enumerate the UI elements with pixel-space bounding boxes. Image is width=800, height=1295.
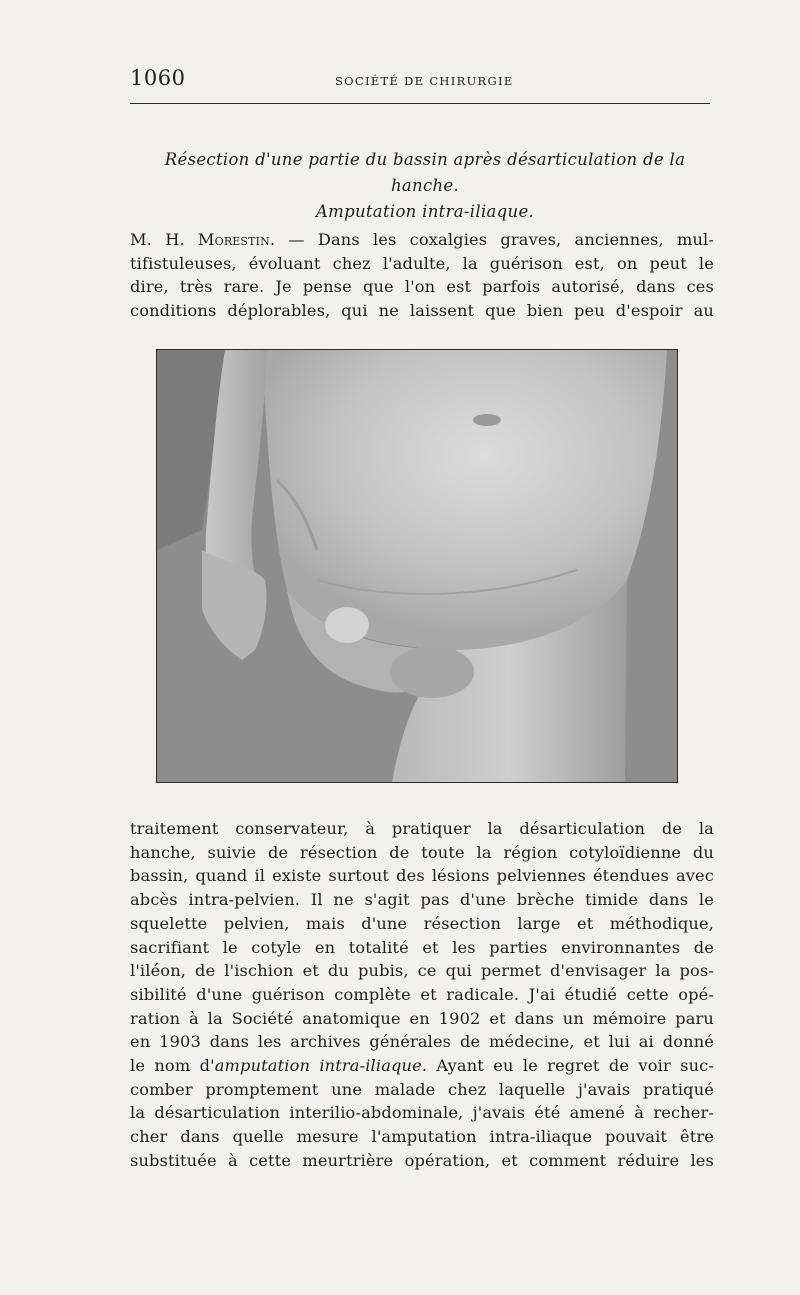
text-line: tifistuleuses, évoluant chez l'adulte, la guérison est, on peut le <box>130 253 714 273</box>
text-line: ration à la Société anatomique en 1902 et dans un mémoire paru <box>130 1008 714 1028</box>
text-line: sibilité d'une guérison complète et radicale. J'ai étudié cette opé- <box>130 984 714 1004</box>
text-line: substituée à cette meurtrière opération, et comment réduire les <box>130 1150 714 1170</box>
author-name: M. H. Morestin. <box>130 230 276 249</box>
text-fragment: Ayant eu le regret de voir suc- <box>427 1056 715 1076</box>
text-line: dire, très rare. Je pense que l'on est parfois autorisé, dans ces <box>130 277 714 297</box>
paragraph-2 <box>130 817 714 1173</box>
running-title: SOCIÉTÉ DE CHIRURGIE <box>335 74 514 88</box>
text-line: l'iléon, de l'ischion et du pubis, ce qui permet d'envisager la pos- <box>130 961 714 981</box>
text-line: traitement conservateur, à pratiquer la désarticulation de la <box>130 819 714 838</box>
text-line: sacrifiant le cotyle en totalité et les parties environnantes de <box>130 937 714 957</box>
article-title <box>130 147 720 225</box>
photograph-illustration <box>157 350 677 782</box>
italic-term: amputation intra-iliaque. <box>214 1056 428 1076</box>
paragraph-1-first-line <box>130 228 714 252</box>
paragraph-1 <box>130 228 714 323</box>
text-line: en 1903 dans les archives générales de médecine, et lui ai donné <box>130 1032 714 1052</box>
text-line: cher dans quelle mesure l'amputation intra-iliaque pouvait être <box>130 1127 714 1147</box>
clinical-photograph <box>156 349 678 783</box>
text-line: bassin, quand il existe surtout des lésions pelviennes étendues avec <box>130 866 714 886</box>
page-header <box>130 66 710 96</box>
header-rule <box>130 103 710 104</box>
paragraph-1-opening: — Dans les coxalgies graves, anciennes, mul- <box>275 230 714 249</box>
text-line: abcès intra-pelvien. Il ne s'agit pas d'une brèche timide dans le <box>130 890 714 910</box>
page-number: 1060 <box>130 66 186 90</box>
text-line: squelette pelvien, mais d'une résection large et méthodique, <box>130 913 714 933</box>
text-line-with-italic <box>130 1054 714 1078</box>
text-fragment: le nom d' <box>130 1056 215 1076</box>
title-line-2: Amputation intra-iliaque. <box>315 202 535 221</box>
text-line: conditions déplorables, qui ne laissent que bien peu d'espoir au <box>130 301 714 321</box>
text-line: la désarticulation interilio-abdominale, j'avais été amené à recher- <box>130 1103 714 1123</box>
text-line: hanche, suivie de résection de toute la région cotyloïdienne du <box>130 842 714 862</box>
text-line: comber promptement une malade chez laquelle j'avais pratiqué <box>130 1079 714 1099</box>
title-line-1: Résection d'une partie du bassin après désarticulation de la hanche. <box>164 150 686 195</box>
